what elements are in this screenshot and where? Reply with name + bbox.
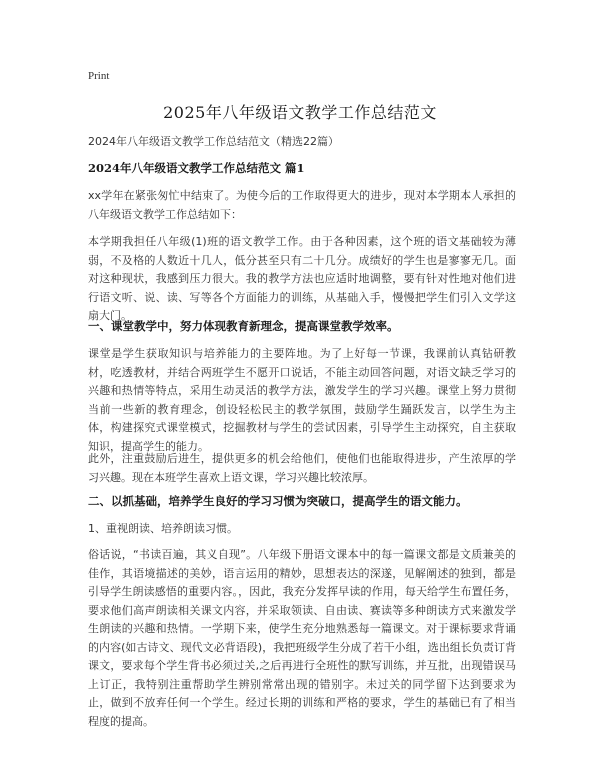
encouragement-paragraph: 此外，注重鼓励后进生，提供更多的机会给他们，使他们也能取得进步，产生浓厚的学习兴趣。现在本班学生喜欢上语文课，学习兴趣比较浓厚。 bbox=[88, 452, 516, 484]
reading-paragraph: 俗话说，“书读百遍，其义自现”。八年级下册语文课本中的每一篇课文都是文质兼美的佳作，其语境描述的美妙，语言运用的精妙，思想表达的深遂，见解阐述的独到，都是引导学生朗读感悟的重要内容。，因此，我充分发挥早读的作用，每天给学生布置任务，要求他们高声朗读相关课文内容，并采取领读、自由读、赛读等多种朗读方式来激发学生朗读的兴趣和热情。一学期下来，使学生充分地熟悉每一篇课文。对于课标要求背诵的内容(如古诗文、现代文必背语段)，我把班级学生分成了若干小组，选出组长负责订背课文，要求每个学生背书必须过关,之后再进行全班性的默写训练，并互批，出现错误马上订正，我特别注重帮助学生辨别常常出现的错别字。未过关的同学留下达到要求为止，做到不放弃任何一个学生。经过长期的训练和严格的要求，学生的基础已有了相当程度的提高。 bbox=[88, 548, 516, 728]
background-paragraph: 本学期我担任八年级(1)班的语文教学工作。由于各种因素，这个班的语文基础较为薄弱，不及格的人数近十几人，低分甚至只有二十几分。成绩好的学生也是寥寥无几。面对这种现状，我感到压力很大。我的教学方法也应适时地调整，要有针对性地对他们进行语文听、说、读、写等各个方面能力的训练，从基础入手，慢慢把学生们引入文学这扇大门。 bbox=[88, 235, 516, 322]
subheading-reading: 1、重视朗读、培养朗读习惯。 bbox=[88, 522, 238, 535]
heading-classroom-teaching: 一、课堂教学中，努力体现教育新理念，提高课堂教学效率。 bbox=[88, 319, 399, 333]
classroom-paragraph: 课堂是学生获取知识与培养能力的主要阵地。为了上好每一节课，我课前认真钻研教材，吃透教材，并结合两班学生不愿开口说话，不能主动回答问题，对语文缺乏学习的兴趣和热情等特点，采用生动灵活的教学方法，激发学生的学习兴趣。课堂上努力贯彻当前一些新的教育理念，创设轻松民主的教学氛围，鼓励学生踊跃发言，以学生为主体，构建探究式课堂模式，挖掘教材与学生的尝试因素，引导学生主动探究，自主获取知识，提高学生的能力。 bbox=[88, 347, 516, 453]
intro-paragraph: xx学年在紧张匆忙中结束了。为使今后的工作取得更大的进步，现对本学期本人承担的八年级语文教学工作总结如下： bbox=[88, 189, 516, 221]
section-title: 2024年八年级语文教学工作总结范文 篇1 bbox=[88, 161, 305, 175]
page-title: 2025年八年级语文教学工作总结范文 bbox=[163, 103, 437, 122]
print-link[interactable]: Print bbox=[88, 70, 110, 82]
heading-basics: 二、以抓基础，培养学生良好的学习习惯为突破口，提高学生的语文能力。 bbox=[88, 494, 468, 508]
document-subtitle: 2024年八年级语文教学工作总结范文（精选22篇） bbox=[88, 135, 339, 148]
